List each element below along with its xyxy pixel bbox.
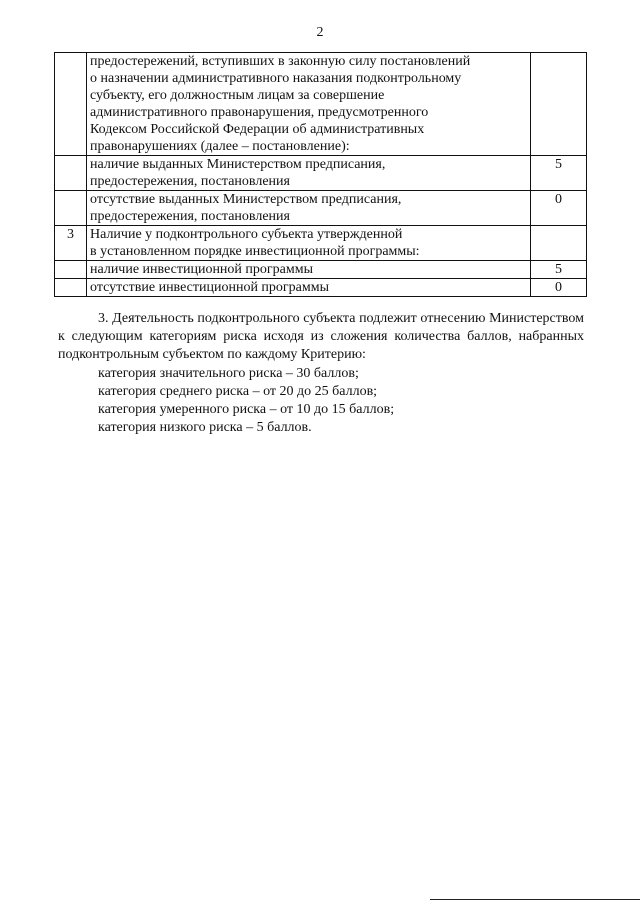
criterion-line: предостережения, постановления [90,174,290,189]
paragraph-3: 3. Деятельность подконтрольного субъекта подлежит отнесению Министерством к следующим категориям риска исходя из сложения количества баллов, набранных подконтрольным субъектом по каждому Критерию: [58,311,584,362]
criterion-line: правонарушениях (далее – постановление): [90,139,350,154]
criterion-line: административного правонарушения, предусмотренного [90,105,429,120]
criterion-text [87,156,531,191]
risk-category-item: категория умеренного риска – от 10 до 15 баллов; [98,402,395,417]
criterion-line: субъекту, его должностным лицам за совершение [90,88,385,103]
criterion-text [87,53,531,156]
criterion-line: в установленном порядке инвестиционной программы: [90,244,420,259]
row-number [55,261,87,279]
row-number [55,53,87,156]
criterion-text [87,279,531,297]
criterion-text [87,191,531,226]
score-cell: 0 [531,279,587,297]
risk-category-item: категория значительного риска – 30 баллов; [98,366,359,381]
table-row [55,191,587,226]
page-number: 2 [316,25,324,40]
table-row [55,261,587,279]
row-number [55,279,87,297]
criterion-line: о назначении административного наказания подконтрольному [90,71,462,86]
criterion-line: Кодексом Российской Федерации об административных [90,122,425,137]
criterion-line: наличие выданных Министерством предписания, [90,157,386,172]
criterion-line: отсутствие выданных Министерством предписания, [90,192,402,207]
criteria-table [54,52,587,297]
criterion-text [87,261,531,279]
score-cell: 5 [531,261,587,279]
row-number [55,156,87,191]
score-cell [531,53,587,156]
risk-category-list [98,365,394,437]
criterion-line: наличие инвестиционной программы [90,262,313,277]
score-cell [531,226,587,261]
score-cell: 5 [531,156,587,191]
criterion-line: предостережений, вступивших в законную силу постановлений [90,54,471,69]
table-row [55,156,587,191]
table-row [55,53,587,156]
row-number: 3 [55,226,87,261]
risk-category-item: категория среднего риска – от 20 до 25 баллов; [98,384,378,399]
table-row [55,279,587,297]
criterion-line: предостережения, постановления [90,209,290,224]
footer-divider [430,899,640,900]
criterion-line: Наличие у подконтрольного субъекта утвержденной [90,227,403,242]
criterion-line: отсутствие инвестиционной программы [90,280,330,295]
table-row [55,226,587,261]
risk-category-item: категория низкого риска – 5 баллов. [98,420,312,435]
criterion-text [87,226,531,261]
row-number [55,191,87,226]
score-cell: 0 [531,191,587,226]
